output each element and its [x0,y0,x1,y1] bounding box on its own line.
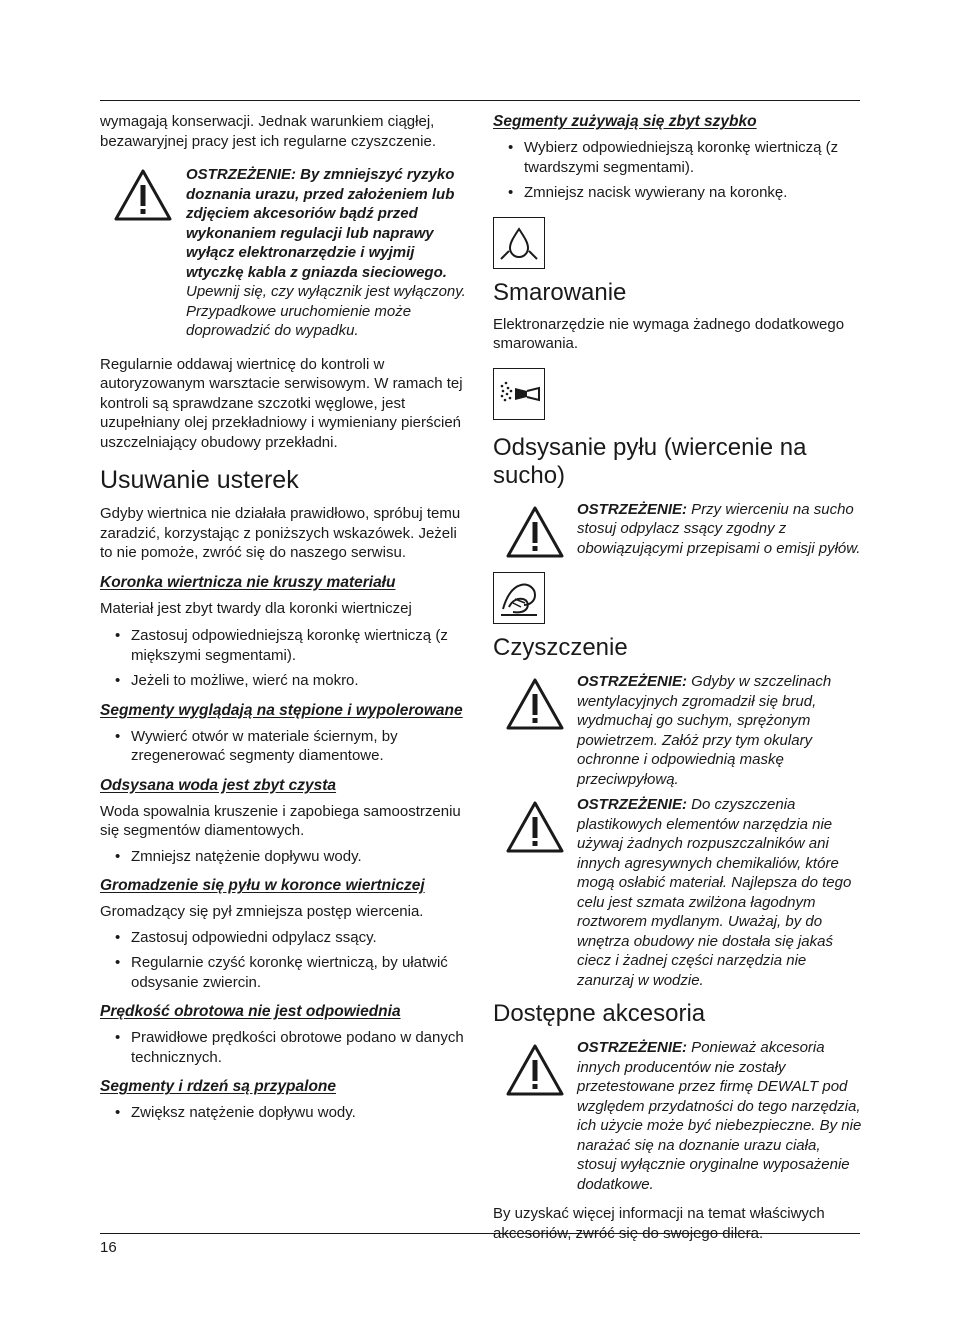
dust-extraction-icon [493,368,545,420]
bullet-item: • Regularnie czyść koronkę wiertniczą, by ułatwić odsysanie zwiercin. [100,953,470,992]
warning-block-accessories [493,1038,863,1194]
warning-block-dust [493,500,863,559]
warning-triangle-icon [493,1038,577,1092]
warning-triangle-icon [493,500,577,554]
warning-block-power [100,165,470,341]
bullet-item: • Wywierć otwór w materiale ściernym, by zregenerować segmenty diamentowe. [100,727,470,766]
oil-drop-icon [493,217,545,269]
section-bullets-clean-water [100,847,470,867]
section-title-fast-wear: Segmenty zużywają się zbyt szybko [493,113,757,130]
warning-power-text [186,165,470,341]
warning-block-clean-1 [493,672,863,789]
cleaning-hand-icon [493,572,545,624]
bullet-item: • Jeżeli to możliwe, wierć na mokro. [100,671,470,691]
section-bullets-burned [100,1103,470,1123]
bullet-item: • Zastosuj odpowiedniejszą koronkę wiertniczą (z miększymi segmentami). [100,626,470,665]
warning-clean1-body: Gdyby w szczelinach wentylacyjnych zgromadził się brud, wydmuchaj go suchym, sprężonym powietrzem. Załóż przy tym okulary ochronne i odpowiednią maskę przeciwpyłową. [577,673,832,788]
warning-triangle-icon [493,672,577,726]
warning-power-bold: OSTRZEŻENIE: By zmniejszyć ryzyko doznania urazu, przed założeniem lub zdjęciem akcesoriów bądź przed wykonaniem regulacji lub naprawy wyłącz elektronarzędzie i wyjmij wtyczkę kabla z gniazda sieciowego. [186,166,455,281]
warning-triangle-icon [493,795,577,849]
accessories-paragraph: By uzyskać więcej informacji na temat właściwych akcesoriów, zwróć się do swojego dilera. [493,1205,825,1242]
section-text-not-cutting: Materiał jest zbyt twardy dla koronki wiertniczej [100,599,412,617]
bullet-item: • Zmniejsz natężenie dopływu wody. [100,847,470,867]
warning-accessories-text [577,1038,863,1194]
left-column [100,112,470,1123]
section-title-not-cutting: Koronka wiertnicza nie kruszy materiału [100,573,396,591]
section-title-dust-buildup: Gromadzenie się pyłu w koronce wiertniczej [100,877,425,894]
warning-block-clean-2 [493,795,863,990]
section-title-speed: Prędkość obrotowa nie jest odpowiednia [100,1003,401,1020]
warning-power-italic: Upewnij się, czy wyłącznik jest wyłączony. Przypadkowe uruchomienie może doprowadzić do wypadku. [186,283,466,339]
right-column [493,112,863,1243]
bullet-item: • Zastosuj odpowiedni odpylacz ssący. [100,928,470,948]
service-paragraph: Regularnie oddawaj wiertnicę do kontroli w autoryzowanym warsztacie serwisowym. W ramach tej kontroli są sprawdzane szczotki węglowe, jest uzupełniany olej przekładniowy i wymieniany pierścień uszczelniający obudowy przekładni. [100,355,463,451]
warning-clean1-text [577,672,863,789]
warning-dust-text [577,500,863,559]
bullet-item: • Wybierz odpowiedniejszą koronkę wiertniczą (z twardszymi segmentami). [493,138,863,177]
section-text-clean-water: Woda spowalnia kruszenie i zapobiega samoostrzeniu się segmentów diamentowych. [100,802,461,839]
warning-triangle-icon [100,165,186,217]
intro-paragraph: wymagają konserwacji. Jednak warunkiem ciągłej, bezawaryjnej pracy jest ich regularne czyszczenie. [100,113,436,150]
troubleshooting-paragraph: Gdyby wiertnica nie działała prawidłowo, spróbuj temu zaradzić, korzystając z poniższych wskazówek. Jeżeli to nie pomoże, zwróć się do naszego serwisu. [100,505,461,561]
section-bullets-dull-segments [100,727,470,766]
heading-cleaning: Czyszczenie [493,634,628,661]
warning-clean2-body: Do czyszczenia plastikowych elementów narzędzia nie używaj żadnych rozpuszczalników ani innych agresywnych chemikaliów, które mogą osłabić materiał. Najlepsza do tego celu jest szmata zwilżona łagodnym roztworem mydlanym. Uważaj, by do wnętrza obudowy nie dostała się jakaś ciecz i żadnej części narzędzia nie zanurzaj w wodzie. [577,796,852,989]
section-title-dull-segments: Segmenty wyglądają na stępione i wypolerowane [100,701,463,719]
section-bullets-speed [100,1028,470,1067]
top-rule [100,100,860,101]
warning-clean2-bold: OSTRZEŻENIE: [577,796,688,813]
section-bullets-fast-wear [493,138,863,203]
heading-accessories: Dostępne akcesoria [493,1000,706,1027]
warning-dust-bold: OSTRZEŻENIE: [577,500,688,518]
bullet-item: • Zwiększ natężenie dopływu wody. [100,1103,470,1123]
section-title-burned: Segmenty i rdzeń są przypalone [100,1078,337,1095]
bullet-item: • Zmniejsz nacisk wywierany na koronkę. [493,183,863,203]
warning-dust-body: Przy wierceniu na sucho stosuj odpylacz ssący zgodny z obowiązującymi przepisami o emisji pyłów. [577,500,861,557]
section-text-dust-buildup: Gromadzący się pył zmniejsza postęp wiercenia. [100,903,424,920]
page-number: 16 [100,1239,117,1256]
warning-clean2-text [577,795,863,990]
warning-clean1-bold: OSTRZEŻENIE: [577,673,688,690]
section-bullets-dust-buildup [100,928,470,993]
section-bullets-not-cutting [100,626,470,691]
section-title-clean-water: Odsysana woda jest zbyt czysta [100,776,337,794]
lubrication-paragraph: Elektronarzędzie nie wymaga żadnego dodatkowego smarowania. [493,315,845,352]
warning-accessories-bold: OSTRZEŻENIE: [577,1039,688,1056]
heading-dust-extraction: Odsysanie pyłu (wiercenie na sucho) [493,433,807,489]
heading-troubleshooting: Usuwanie usterek [100,466,299,494]
warning-accessories-body: Ponieważ akcesoria innych producentów nie zostały przetestowane przez firmę DEWALT pod względem przydatności do tego narzędzia, ich użycie może być niebezpieczne. By nie narażać się na doznanie urazu ciała, stosuj wyłącznie oryginalne wyposażenie dodatkowe. [577,1039,862,1193]
heading-lubrication: Smarowanie [493,278,627,306]
bullet-item: • Prawidłowe prędkości obrotowe podano w danych technicznych. [100,1028,470,1067]
